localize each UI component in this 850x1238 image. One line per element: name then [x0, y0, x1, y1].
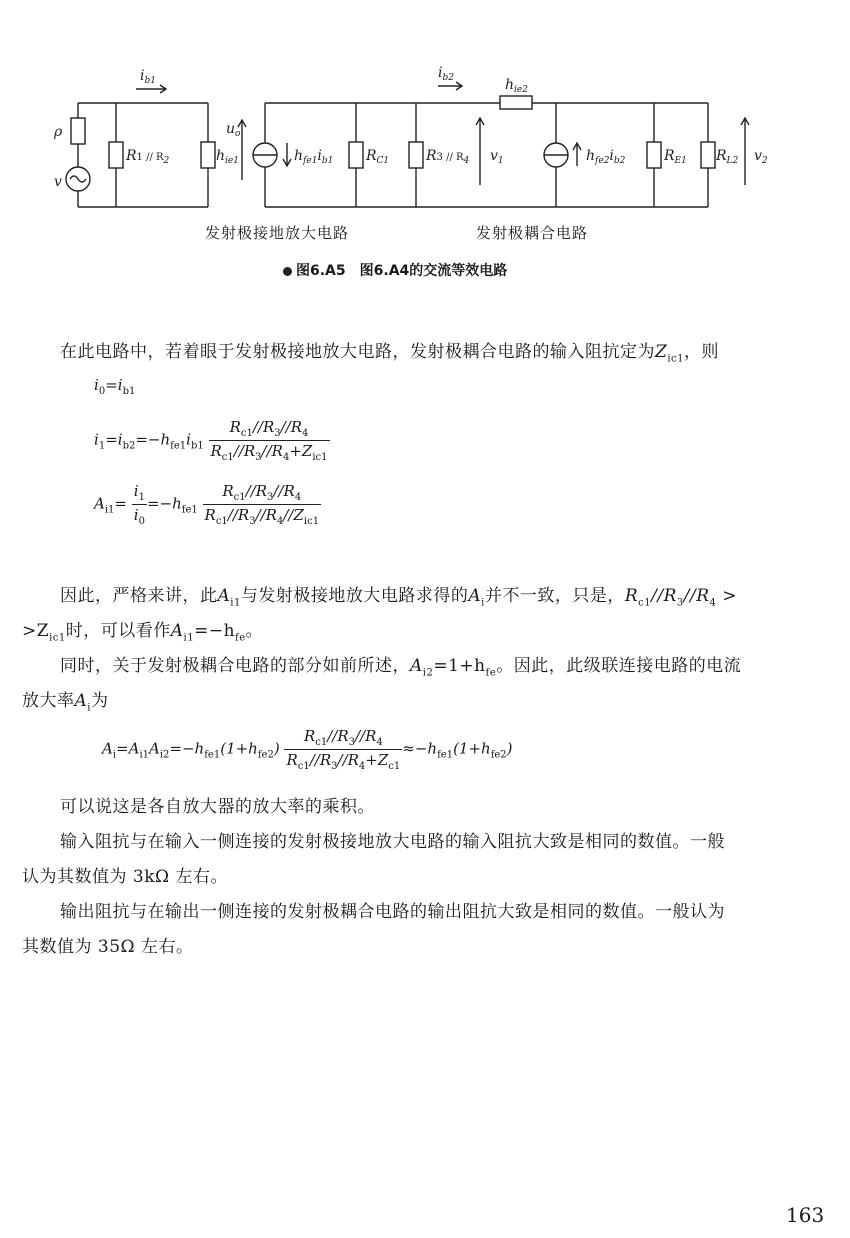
v-source-label: v: [54, 174, 62, 190]
figure-title-text: 图6.A4的交流等效电路: [359, 263, 508, 279]
hie2-label: $h_{ie2}$: [505, 77, 528, 95]
paragraph-3-line-1: 同时，关于发射极耦合电路的部分如前所述，$A_{i2}=1+h_{fe}$。因此，此级联连接电路的电流: [60, 656, 742, 679]
caption-right: 发射极耦合电路: [476, 224, 589, 242]
uo-label: $u_o$: [226, 121, 241, 139]
hfe2ib2-label: $h_{fe2}i_{b2}$: [586, 148, 626, 166]
bullet-icon: [283, 267, 292, 276]
page-number: 163: [786, 1203, 825, 1227]
rl2-label: $R_{L2}$: [716, 148, 739, 166]
paragraph-6-line-1: 输出阻抗与在输出一侧连接的发射极耦合电路的输出阻抗大致是相同的数值。一般认为: [60, 902, 725, 922]
paragraph-6-line-2: 其数值为 35Ω 左右。: [22, 937, 194, 957]
ib2-label: $i_{b2}$: [438, 65, 454, 83]
equation-3: $A_{i1}=$ $\frac{i_1}{i_0}$ $=-h_{fe1}$ $\frac{R_{c1}//R_3//R_4}{R_{c1}//R_3//R_4//Z_{ic1}}$: [94, 482, 320, 527]
paragraph-3-line-2: 放大率$A_i$为: [22, 691, 109, 714]
equation-4: $A_i=A_{i1}A_{i2}=-h_{fe1}(1+h_{fe2})$ $\frac{R_{c1}//R_3//R_4}{R_{c1}//R_3//R_4+Z_{c1}}$ $\approx-h_{fe1}(1+h_{fe2})$: [102, 727, 513, 772]
fraction: $\frac{i_1}{i_0}$: [133, 482, 145, 527]
v2-label: $v_2$: [754, 148, 768, 166]
paragraph-2-line-1: 因此，严格来讲，此$A_{i1}$与发射极接地放大电路求得的$A_i$并不一致，只是，$R_{c1}//R_3//R_4$ >: [60, 586, 738, 609]
ib1-label: $i_{b1}$: [140, 68, 156, 86]
rc1-label: $R_{C1}$: [366, 148, 390, 166]
equation-1: $i_0=i_{b1}$: [94, 376, 136, 397]
paragraph-4: 可以说这是各自放大器的放大率的乘积。: [60, 797, 375, 817]
equation-2: $i_1=i_{b2}=-h_{fe1}i_{b1}$ $\frac{R_{c1}//R_3//R_4}{R_{c1}//R_3//R_4+Z_{ic1}}$: [94, 418, 328, 463]
fraction: $\frac{R_{c1}//R_3//R_4}{R_{c1}//R_3//R_4+Z_{c1}}$: [286, 727, 401, 772]
r1r2-label: $R1 // R_2$: [126, 148, 170, 166]
figure-title: [283, 260, 507, 280]
hie1-label: $h_{ie1}$: [216, 148, 239, 166]
figure-number: 图6.A5: [296, 263, 346, 279]
fraction: $\frac{R_{c1}//R_3//R_4}{R_{c1}//R_3//R_4+Z_{ic1}}$: [210, 418, 328, 463]
caption-left: 发射极接地放大电路: [205, 224, 350, 242]
paragraph-2-line-2: $>Z_{ic1}$时，可以看作$A_{i1}=-h_{fe}$。: [22, 621, 264, 644]
paragraph-1: 在此电路中，若着眼于发射极接地放大电路，发射极耦合电路的输入阻抗定为$Z_{ic1}$，则: [60, 342, 719, 365]
hfe1ib1-label: $h_{fe1}i_{b1}$: [294, 148, 334, 166]
circuit-diagram: [0, 0, 850, 290]
paragraph-5-line-2: 认为其数值为 3kΩ 左右。: [22, 867, 229, 887]
fraction: $\frac{R_{c1}//R_3//R_4}{R_{c1}//R_3//R_4//Z_{ic1}}$: [204, 482, 320, 527]
paragraph-5-line-1: 输入阻抗与在输入一侧连接的发射极接地放大电路的输入阻抗大致是相同的数值。一般: [60, 832, 725, 852]
r3r4-label: $R3 // R_4$: [426, 148, 470, 166]
v1-label: $v_1$: [490, 148, 504, 166]
rho-label: ρ: [54, 124, 63, 140]
re1-label: $R_{E1}$: [664, 148, 687, 166]
